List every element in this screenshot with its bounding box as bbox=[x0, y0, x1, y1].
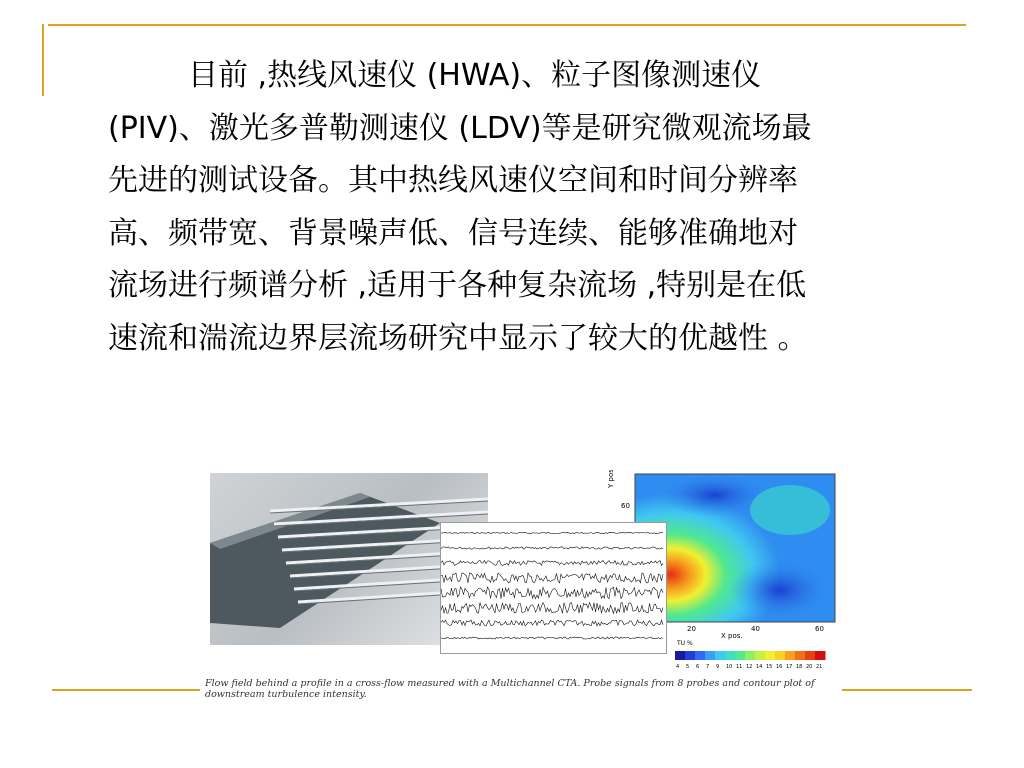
colorbar-tick: 10 bbox=[726, 664, 733, 670]
colorbar-tick: 11 bbox=[736, 664, 743, 670]
colorbar-tick: 15 bbox=[766, 664, 773, 670]
colorbar bbox=[675, 651, 826, 670]
bottom-left-rule bbox=[52, 689, 200, 691]
colorbar-tick: 17 bbox=[786, 664, 793, 670]
colorbar-tick: 16 bbox=[776, 664, 783, 670]
signals-drawing bbox=[441, 523, 666, 653]
contour-mid-region bbox=[750, 485, 830, 535]
colorbar-tick: 9 bbox=[716, 664, 720, 670]
colorbar-swatch bbox=[775, 651, 786, 660]
y-axis-label: Y pos. bbox=[607, 470, 615, 488]
colorbar-swatch bbox=[695, 651, 706, 660]
x-tick-1: 20 bbox=[687, 625, 696, 633]
colorbar-tick: 21 bbox=[816, 664, 823, 670]
colorbar-tick: 4 bbox=[676, 664, 680, 670]
colorbar-tick: 5 bbox=[686, 664, 690, 670]
signal-traces bbox=[441, 532, 663, 639]
colorbar-swatch bbox=[715, 651, 726, 660]
y-tick-1: 60 bbox=[621, 502, 630, 510]
colorbar-swatch bbox=[755, 651, 766, 660]
colorbar-tick: 18 bbox=[796, 664, 803, 670]
text-line-5: 流场进行频谱分析 ,适用于各种复杂流场 ,特别是在低 bbox=[108, 268, 807, 303]
colorbar-tick: 12 bbox=[746, 664, 753, 670]
probe-signal-trace bbox=[441, 532, 663, 533]
left-rule bbox=[42, 24, 44, 96]
colorbar-swatch bbox=[805, 651, 816, 660]
text-line-4: 高、频带宽、背景噪声低、信号连续、能够准确地对 bbox=[108, 215, 798, 251]
colorbar-swatch bbox=[765, 651, 776, 660]
contour-low-region-2 bbox=[730, 560, 830, 620]
text-line-6: 速流和湍流边界层流场研究中显示了较大的优越性 。 bbox=[108, 320, 808, 356]
colorbar-swatch bbox=[735, 651, 746, 660]
colorbar-swatch bbox=[685, 651, 696, 660]
colorbar-swatch bbox=[785, 651, 796, 660]
figure-composite bbox=[210, 470, 840, 690]
text-line-1: 目前 ,热线风速仪 (HWA)、粒子图像测速仪 bbox=[188, 58, 762, 93]
colorbar-swatch bbox=[815, 651, 826, 660]
probe-signal-trace bbox=[441, 561, 663, 566]
colorbar-swatch bbox=[675, 651, 686, 660]
probe-signal-trace bbox=[441, 547, 663, 549]
colorbar-tick: 6 bbox=[696, 664, 700, 670]
x-tick-2: 40 bbox=[751, 625, 760, 633]
colorbar-tick: 7 bbox=[706, 664, 710, 670]
probe-signal-trace bbox=[441, 620, 663, 626]
top-rule bbox=[48, 24, 966, 26]
probe-signal-trace bbox=[441, 603, 663, 614]
colorbar-swatch bbox=[795, 651, 806, 660]
probe-signal-trace bbox=[441, 587, 663, 599]
x-tick-3: 60 bbox=[815, 625, 824, 633]
probe-signals-plot bbox=[440, 522, 667, 654]
x-axis-label: X pos. bbox=[721, 632, 743, 640]
colorbar-tick: 20 bbox=[806, 664, 813, 670]
colorbar-label: TU % bbox=[677, 640, 693, 647]
text-line-3: 先进的测试设备。其中热线风速仪空间和时间分辨率 bbox=[108, 163, 798, 198]
colorbar-swatch bbox=[705, 651, 716, 660]
colorbar-swatch bbox=[725, 651, 736, 660]
colorbar-tick: 14 bbox=[756, 664, 763, 670]
probe-signal-trace bbox=[441, 637, 663, 639]
probe-signal-trace bbox=[441, 573, 663, 583]
text-line-2: (PIV)、激光多普勒测速仪 (LDV)等是研究微观流场最 bbox=[108, 110, 812, 146]
bottom-right-rule bbox=[842, 689, 972, 691]
figure-caption: Flow field behind a profile in a cross-flow measured with a Multichannel CTA. Probe signals from 8 probes and contour plot of downstream turbulence intensity. bbox=[205, 678, 815, 700]
slide-paragraph bbox=[108, 50, 968, 365]
colorbar-swatch bbox=[745, 651, 756, 660]
